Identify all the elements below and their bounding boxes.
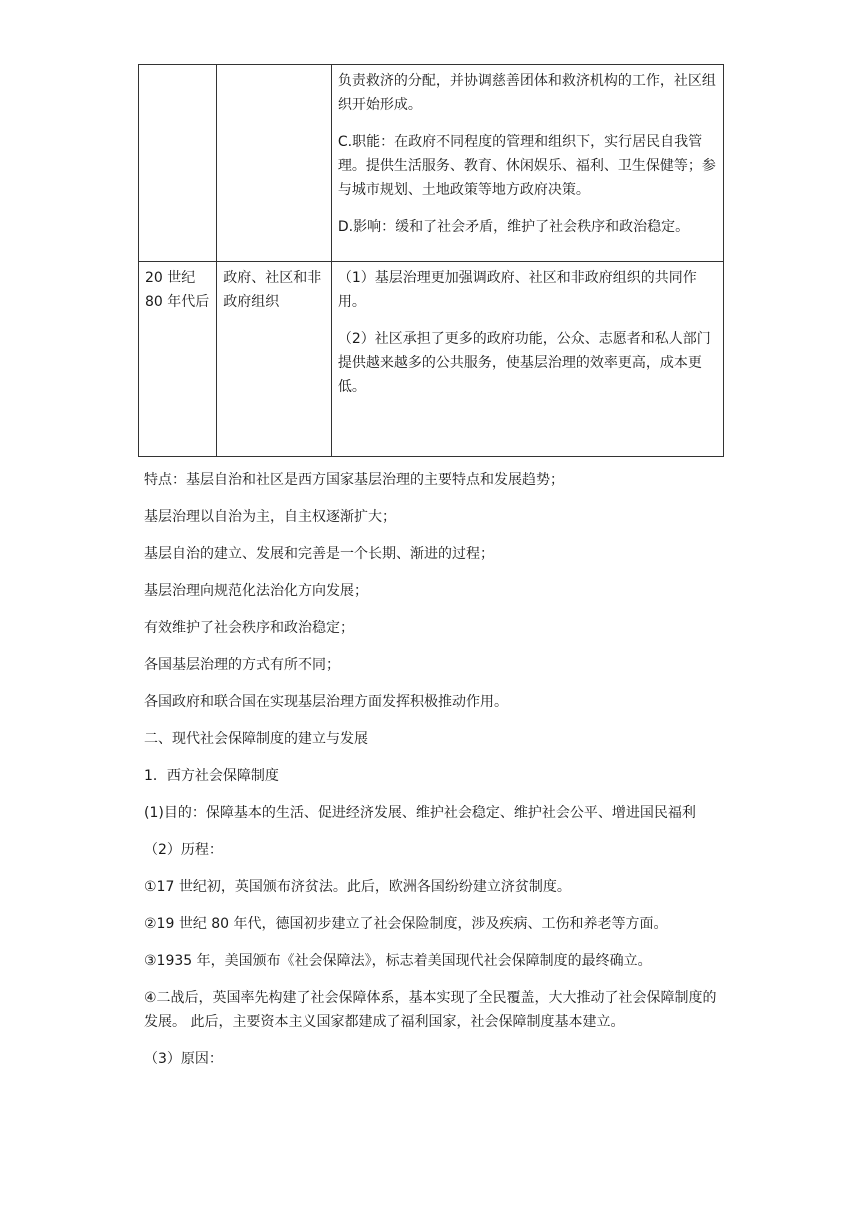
table-row	[139, 65, 724, 262]
paragraph: 有效维护了社会秩序和政治稳定；	[144, 620, 354, 636]
paragraph-purpose: (1)目的：保障基本的生活、促进经济发展、维护社会稳定、维护社会公平、增进国民福利	[144, 805, 696, 821]
paragraph: 各国基层治理的方式有所不同；	[144, 657, 340, 673]
cell-paragraph: （2）社区承担了更多的政府功能，公众、志愿者和私人部门提供越来越多的公共服务，使基层治理的效率更高，成本更低。	[337, 331, 711, 395]
table-cell-actor: 政府、社区和非政府组织	[217, 262, 332, 457]
paragraph-reasons-heading: （3）原因：	[144, 1051, 223, 1067]
paragraph-features: 特点：基层自治和社区是西方国家基层治理的主要特点和发展趋势；	[144, 472, 564, 488]
cell-paragraph: C.职能：在政府不同程度的管理和组织下，实行居民自我管理。提供生活服务、教育、休闲娱乐、福利、卫生保健等；参与城市规划、土地政策等地方政府决策。	[337, 134, 716, 198]
cell-paragraph: 负责救济的分配，并协调慈善团体和救济机构的工作，社区组织开始形成。	[337, 73, 716, 113]
table-cell-period	[139, 65, 217, 262]
table-cell-actor	[217, 65, 332, 262]
section-heading: 二、现代社会保障制度的建立与发展	[144, 731, 368, 747]
table-cell-description	[331, 65, 723, 262]
subsection-heading: 1．西方社会保障制度	[144, 768, 279, 784]
paragraph: 基层治理向规范化法治化方向发展；	[144, 583, 368, 599]
table-cell-period: 20 世纪 80 年代后	[139, 262, 217, 457]
table-cell-description	[331, 262, 723, 457]
history-item: ①17 世纪初，英国颁布济贫法。此后，欧洲各国纷纷建立济贫制度。	[144, 879, 571, 895]
history-item: ③1935 年，美国颁布《社会保障法》，标志着美国现代社会保障制度的最终确立。	[144, 953, 652, 969]
cell-paragraph: （1）基层治理更加强调政府、社区和非政府组织的共同作用。	[337, 270, 697, 310]
paragraph: 基层治理以自治为主，自主权逐渐扩大；	[144, 509, 396, 525]
history-table	[138, 64, 724, 457]
body-text	[144, 468, 724, 1084]
paragraph-history-heading: （2）历程：	[144, 842, 223, 858]
cell-paragraph: D.影响：缓和了社会矛盾，维护了社会秩序和政治稳定。	[337, 219, 690, 235]
history-item: ④二战后，英国率先构建了社会保障体系，基本实现了全民覆盖，大大推动了社会保障制度的发展。 此后，主要资本主义国家都建成了福利国家，社会保障制度基本建立。	[144, 990, 717, 1030]
history-item: ②19 世纪 80 年代，德国初步建立了社会保险制度，涉及疾病、工伤和养老等方面。	[144, 916, 668, 932]
paragraph: 各国政府和联合国在实现基层治理方面发挥积极推动作用。	[144, 694, 508, 710]
table-row	[139, 262, 724, 457]
paragraph: 基层自治的建立、发展和完善是一个长期、渐进的过程；	[144, 546, 494, 562]
